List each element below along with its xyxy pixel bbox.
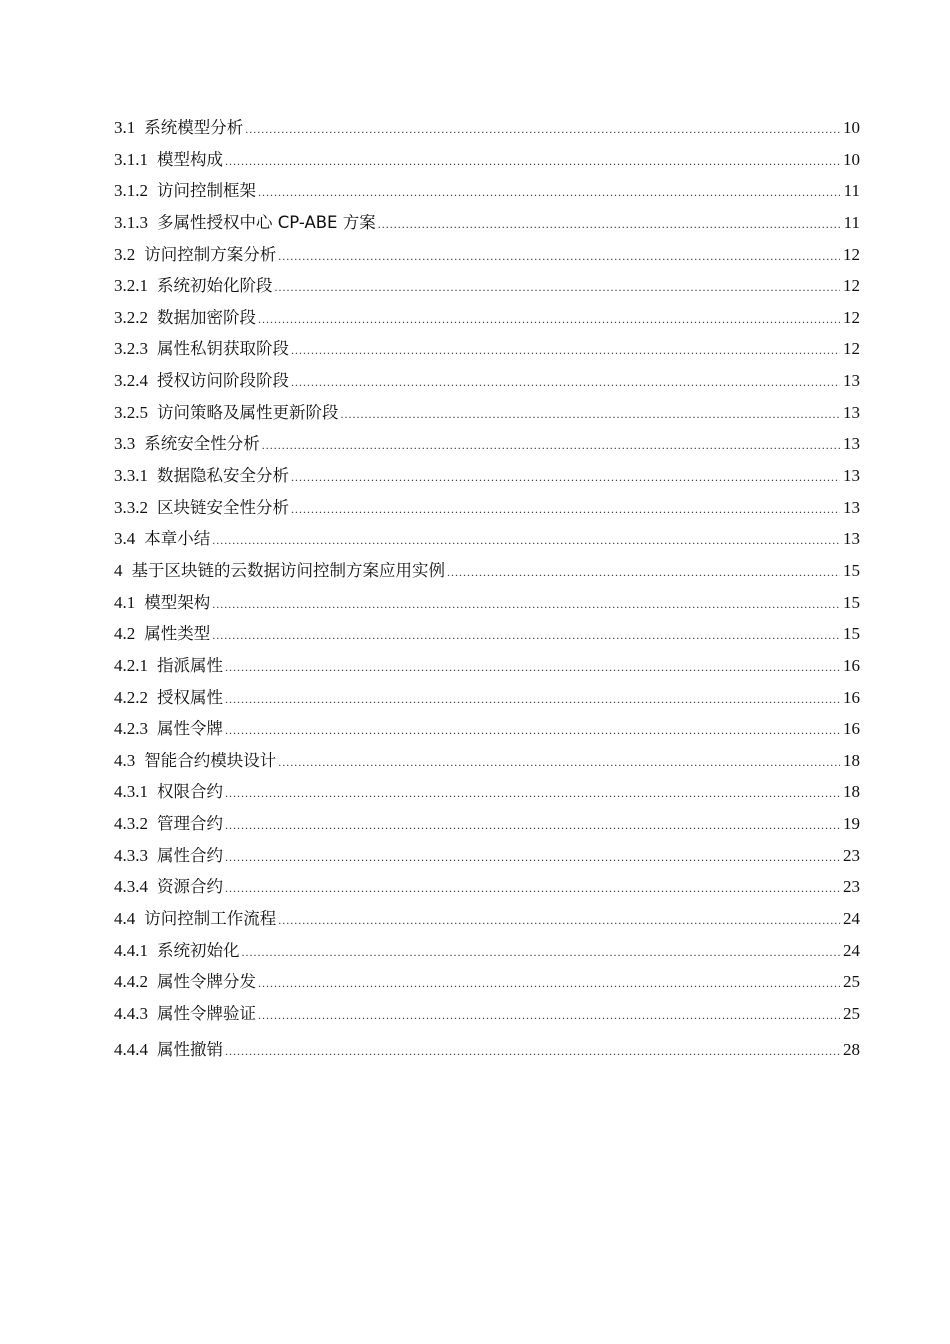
toc-entry-number: 4.2.1 (114, 655, 148, 675)
toc-entry[interactable] (114, 399, 860, 431)
toc-entry-page: 23 (843, 845, 860, 865)
toc-entry-title: 管理合约 (157, 814, 223, 834)
dot-leader (275, 280, 841, 295)
dot-leader (258, 312, 840, 327)
dot-leader (245, 122, 840, 137)
toc-entry[interactable] (114, 968, 860, 1000)
toc-entry-number: 4.3.3 (114, 845, 148, 865)
toc-entry-number: 4.4.4 (114, 1039, 148, 1059)
toc-entry[interactable] (114, 684, 860, 716)
toc-entry-number: 3.1.2 (114, 181, 148, 201)
toc-entry-page: 12 (843, 307, 860, 327)
toc-entry-page: 25 (843, 972, 860, 992)
dot-leader (278, 249, 840, 264)
dot-leader (447, 565, 840, 580)
toc-entry[interactable] (114, 557, 860, 589)
dot-leader (278, 913, 840, 928)
dot-leader (225, 154, 840, 169)
toc-entry-title: 属性令牌验证 (157, 1003, 256, 1023)
toc-entry-title: 访问控制方案分析 (144, 244, 277, 264)
toc-entry-title: 属性合约 (157, 845, 223, 865)
toc-entry-page: 12 (843, 339, 860, 359)
toc-entry-page: 24 (843, 940, 860, 960)
toc-entry-page: 11 (843, 212, 860, 232)
toc-entry-page: 10 (843, 118, 860, 137)
toc-entry-number: 4.3.4 (114, 877, 148, 897)
toc-entry-title: 属性令牌分发 (157, 972, 256, 992)
dot-leader (278, 755, 840, 770)
toc-entry[interactable] (114, 462, 860, 494)
toc-entry-page: 15 (843, 560, 860, 580)
dot-leader (291, 375, 840, 390)
toc-entry-number: 4.2 (114, 624, 136, 644)
toc-entry-number: 4.2.2 (114, 687, 148, 707)
toc-entry[interactable] (114, 620, 860, 652)
toc-entry-page: 25 (843, 1003, 860, 1023)
toc-entry[interactable] (114, 652, 860, 684)
toc-entry[interactable] (114, 1000, 860, 1032)
toc-entry[interactable] (114, 937, 860, 969)
toc-entry-page: 28 (843, 1039, 860, 1059)
toc-entry-title: 数据加密阶段 (157, 307, 256, 327)
toc-entry-number: 3.2.5 (114, 402, 148, 422)
toc-entry-number: 3.1.3 (114, 212, 148, 232)
toc-entry-title: 智能合约模块设计 (144, 750, 277, 770)
dot-leader (212, 533, 840, 548)
toc-entry-number: 4.3.2 (114, 814, 148, 834)
dot-leader (262, 438, 840, 453)
dot-leader (225, 1044, 840, 1059)
toc-entry-number: 3.2.3 (114, 339, 148, 359)
dot-leader (291, 502, 840, 517)
table-of-contents (114, 114, 860, 1067)
toc-entry-page: 18 (843, 782, 860, 802)
dot-leader (225, 881, 840, 896)
toc-entry[interactable] (114, 335, 860, 367)
dot-leader (225, 786, 840, 801)
toc-entry-page: 13 (843, 402, 860, 422)
toc-entry-page: 12 (843, 276, 860, 296)
toc-entry-title: 权限合约 (157, 782, 223, 802)
toc-entry[interactable] (114, 177, 860, 209)
toc-entry-title: 属性私钥获取阶段 (157, 339, 289, 359)
toc-entry-title: 系统模型分析 (144, 118, 244, 137)
toc-entry[interactable] (114, 525, 860, 557)
toc-entry-number: 4.1 (114, 592, 136, 612)
toc-entry-page: 15 (843, 624, 860, 644)
toc-entry[interactable] (114, 873, 860, 905)
toc-entry[interactable] (114, 209, 860, 241)
toc-entry-number: 3.2.1 (114, 276, 148, 296)
toc-entry-page: 12 (843, 244, 860, 264)
toc-entry-number: 3.1 (114, 118, 136, 137)
toc-entry-page: 19 (843, 814, 860, 834)
toc-entry-page: 16 (843, 719, 860, 739)
toc-entry[interactable] (114, 810, 860, 842)
toc-entry-number: 4.4.3 (114, 1003, 148, 1023)
toc-entry[interactable] (114, 272, 860, 304)
toc-entry-title: 多属性授权中心 CP-ABE 方案 (157, 212, 376, 232)
toc-entry-number: 3.4 (114, 529, 136, 549)
toc-entry[interactable] (114, 778, 860, 810)
toc-entry-page: 16 (843, 655, 860, 675)
toc-entry[interactable] (114, 367, 860, 399)
toc-entry[interactable] (114, 430, 860, 462)
toc-entry-number: 4.2.3 (114, 719, 148, 739)
toc-entry-title: 授权访问阶段阶段 (157, 371, 289, 391)
toc-entry-title: 区块链安全性分析 (157, 497, 289, 517)
dot-leader (225, 818, 840, 833)
toc-entry-number: 3.1.1 (114, 149, 148, 169)
toc-entry-page: 16 (843, 687, 860, 707)
toc-entry-page: 13 (843, 497, 860, 517)
toc-entry-title: 本章小结 (144, 529, 211, 549)
toc-entry-page: 15 (843, 592, 860, 612)
toc-entry-number: 3.2.2 (114, 307, 148, 327)
toc-entry-page: 24 (843, 909, 860, 929)
toc-entry-title: 访问策略及属性更新阶段 (157, 402, 339, 422)
toc-entry[interactable] (114, 842, 860, 874)
toc-entry-title: 指派属性 (157, 655, 223, 675)
toc-entry-page: 11 (843, 181, 860, 201)
toc-entry-title: 资源合约 (157, 877, 223, 897)
toc-entry-page: 13 (843, 371, 860, 391)
toc-entry-number: 3.2 (114, 244, 136, 264)
toc-entry-number: 4.4.1 (114, 940, 148, 960)
toc-entry-title: 访问控制工作流程 (144, 909, 277, 929)
toc-entry-title: 系统初始化阶段 (157, 276, 273, 296)
toc-entry[interactable] (114, 304, 860, 336)
toc-entry-page: 13 (843, 466, 860, 486)
toc-entry[interactable] (114, 715, 860, 747)
dot-leader (378, 217, 840, 232)
toc-entry[interactable] (114, 241, 860, 273)
toc-entry[interactable] (114, 747, 860, 779)
toc-entry-number: 3.2.4 (114, 371, 148, 391)
dot-leader (212, 628, 840, 643)
toc-entry[interactable] (114, 589, 860, 621)
dot-leader (225, 660, 840, 675)
toc-entry-number: 4.3 (114, 750, 136, 770)
toc-entry-page: 10 (843, 149, 860, 169)
dot-leader (242, 945, 841, 960)
toc-entry-number: 3.3.1 (114, 466, 148, 486)
toc-entry-title: 授权属性 (157, 687, 223, 707)
toc-entry-page: 23 (843, 877, 860, 897)
dot-leader (212, 597, 840, 612)
dot-leader (341, 407, 841, 422)
toc-entry-title: 模型构成 (157, 149, 223, 169)
toc-entry-title: 系统初始化 (157, 940, 240, 960)
toc-entry-title: 数据隐私安全分析 (157, 466, 289, 486)
toc-entry-number: 4.4.2 (114, 972, 148, 992)
toc-entry-title: 属性令牌 (157, 719, 223, 739)
toc-entry-title: 访问控制框架 (157, 181, 256, 201)
dot-leader (291, 343, 840, 358)
toc-entry[interactable] (114, 905, 860, 937)
dot-leader (258, 1008, 840, 1023)
toc-entry[interactable] (114, 494, 860, 526)
toc-entry-title: 模型架构 (144, 592, 211, 612)
toc-entry-number: 4.3.1 (114, 782, 148, 802)
toc-entry-title: 基于区块链的云数据访问控制方案应用实例 (131, 560, 445, 580)
toc-entry-number: 3.3.2 (114, 497, 148, 517)
toc-entry[interactable] (114, 1036, 860, 1068)
toc-entry-title: 属性类型 (144, 624, 211, 644)
toc-entry-page: 18 (843, 750, 860, 770)
dot-leader (291, 470, 840, 485)
toc-entry-title: 属性撤销 (157, 1039, 223, 1059)
toc-entry[interactable] (114, 146, 860, 178)
dot-leader (258, 976, 840, 991)
dot-leader (258, 185, 840, 200)
toc-entry-number: 4 (114, 560, 123, 580)
dot-leader (225, 723, 840, 738)
toc-entry[interactable] (114, 114, 860, 146)
toc-entry-number: 4.4 (114, 909, 136, 929)
dot-leader (225, 850, 840, 865)
toc-entry-title: 系统安全性分析 (144, 434, 260, 454)
toc-entry-page: 13 (843, 529, 860, 549)
dot-leader (225, 692, 840, 707)
toc-entry-page: 13 (843, 434, 860, 454)
toc-entry-number: 3.3 (114, 434, 136, 454)
